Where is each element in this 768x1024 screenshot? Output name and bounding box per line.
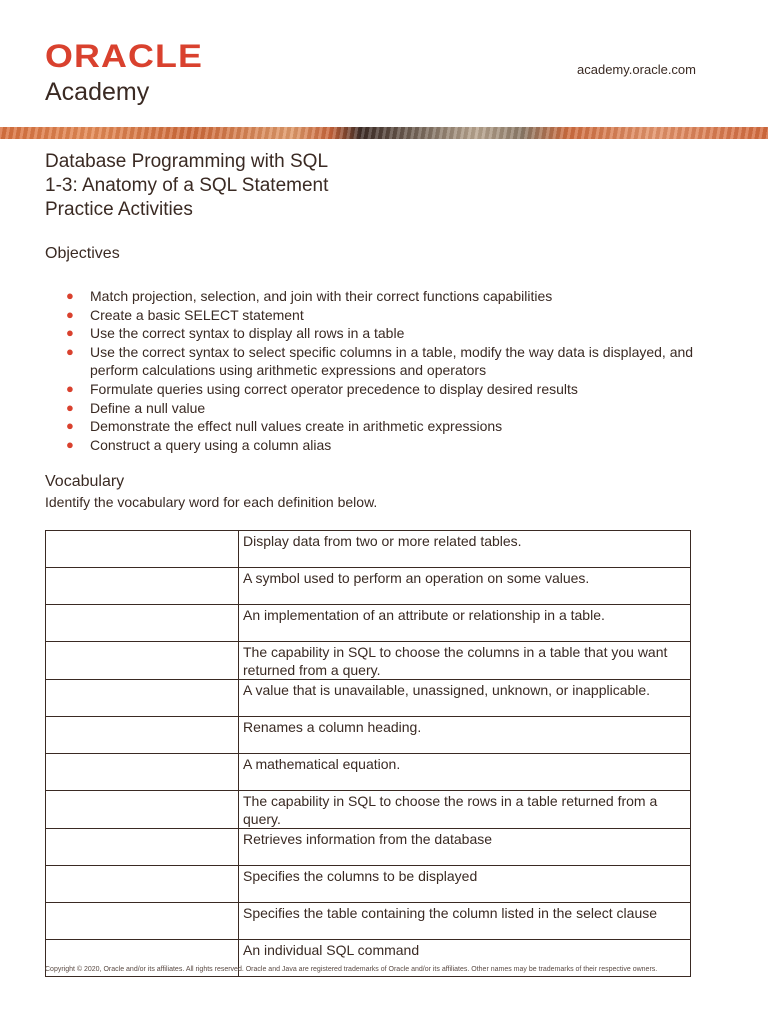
definition-cell: Display data from two or more related tables. bbox=[239, 531, 691, 568]
table-row bbox=[46, 717, 691, 754]
definition-cell: An individual SQL command bbox=[239, 940, 691, 977]
answer-cell[interactable] bbox=[46, 642, 239, 680]
table-row bbox=[46, 866, 691, 903]
objective-item: ● Use the correct syntax to select specific columns in a table, modify the way data is displayed, and perform calculations using arithmetic expressions and operators bbox=[66, 343, 694, 379]
objective-item: ● Construct a query using a column alias bbox=[66, 436, 332, 453]
course-title: Database Programming with SQL bbox=[45, 151, 329, 172]
answer-cell[interactable] bbox=[46, 605, 239, 642]
copyright-footer: Copyright © 2020, Oracle and/or its affiliates. All rights reserved. Oracle and Java are registered trademarks of Oracle and/or its affiliates. Other names may be trademarks of their respective owners. bbox=[45, 966, 658, 973]
answer-cell[interactable] bbox=[46, 717, 239, 754]
table-row bbox=[46, 642, 691, 680]
bullet-icon: ● bbox=[66, 399, 74, 415]
answer-cell[interactable] bbox=[46, 829, 239, 866]
table-row bbox=[46, 531, 691, 568]
answer-cell[interactable] bbox=[46, 866, 239, 903]
table-row bbox=[46, 680, 691, 717]
objective-item: ● Formulate queries using correct operator precedence to display desired results bbox=[66, 380, 578, 397]
bullet-icon: ● bbox=[66, 343, 74, 359]
table-row bbox=[46, 829, 691, 866]
bullet-icon: ● bbox=[66, 325, 74, 341]
answer-cell[interactable] bbox=[46, 680, 239, 717]
table-row bbox=[46, 568, 691, 605]
definition-cell: Retrieves information from the database bbox=[239, 829, 691, 866]
definition-cell: A mathematical equation. bbox=[239, 754, 691, 791]
definition-cell: Specifies the table containing the column listed in the select clause bbox=[239, 903, 691, 940]
bullet-icon: ● bbox=[66, 436, 74, 452]
table-row bbox=[46, 903, 691, 940]
decorative-banner bbox=[0, 127, 768, 139]
definition-cell: Specifies the columns to be displayed bbox=[239, 866, 691, 903]
definition-cell: A value that is unavailable, unassigned, unknown, or inapplicable. bbox=[239, 680, 691, 717]
objectives-list bbox=[63, 287, 743, 454]
table-row bbox=[46, 605, 691, 642]
document-title bbox=[45, 150, 328, 222]
objective-item: ● Define a null value bbox=[66, 399, 206, 416]
objectives-heading: Objectives bbox=[45, 245, 120, 262]
academy-url: academy.oracle.com bbox=[577, 62, 696, 77]
definition-cell: The capability in SQL to choose the rows in a table returned from a query. bbox=[239, 791, 691, 829]
lesson-title: 1-3: Anatomy of a SQL Statement bbox=[45, 175, 329, 196]
objective-item: ● Create a basic SELECT statement bbox=[66, 306, 304, 323]
objective-item: ● Demonstrate the effect null values create in arithmetic expressions bbox=[66, 418, 503, 435]
vocabulary-table bbox=[45, 530, 691, 977]
academy-logo-text: Academy bbox=[45, 78, 150, 106]
table-row bbox=[46, 791, 691, 829]
oracle-logo: ORACLE bbox=[45, 38, 204, 74]
answer-cell[interactable] bbox=[46, 754, 239, 791]
definition-cell: The capability in SQL to choose the columns in a table that you want returned from a query. bbox=[239, 642, 691, 680]
objective-item: ● Match projection, selection, and join with their correct functions capabilities bbox=[66, 288, 553, 304]
vocabulary-heading: Vocabulary bbox=[45, 473, 125, 490]
definition-cell: An implementation of an attribute or relationship in a table. bbox=[239, 605, 691, 642]
activity-title: Practice Activities bbox=[45, 199, 193, 220]
answer-cell[interactable] bbox=[46, 568, 239, 605]
objective-item: ● Use the correct syntax to display all rows in a table bbox=[66, 325, 405, 342]
definition-cell: Renames a column heading. bbox=[239, 717, 691, 754]
answer-cell[interactable] bbox=[46, 903, 239, 940]
answer-cell[interactable] bbox=[46, 791, 239, 829]
table-row bbox=[46, 754, 691, 791]
bullet-icon: ● bbox=[66, 380, 74, 396]
bullet-icon: ● bbox=[66, 288, 74, 303]
definition-cell: A symbol used to perform an operation on some values. bbox=[239, 568, 691, 605]
bullet-icon: ● bbox=[66, 306, 74, 322]
answer-cell[interactable] bbox=[46, 531, 239, 568]
vocabulary-instructions: Identify the vocabulary word for each definition below. bbox=[45, 494, 378, 510]
bullet-icon: ● bbox=[66, 418, 74, 434]
